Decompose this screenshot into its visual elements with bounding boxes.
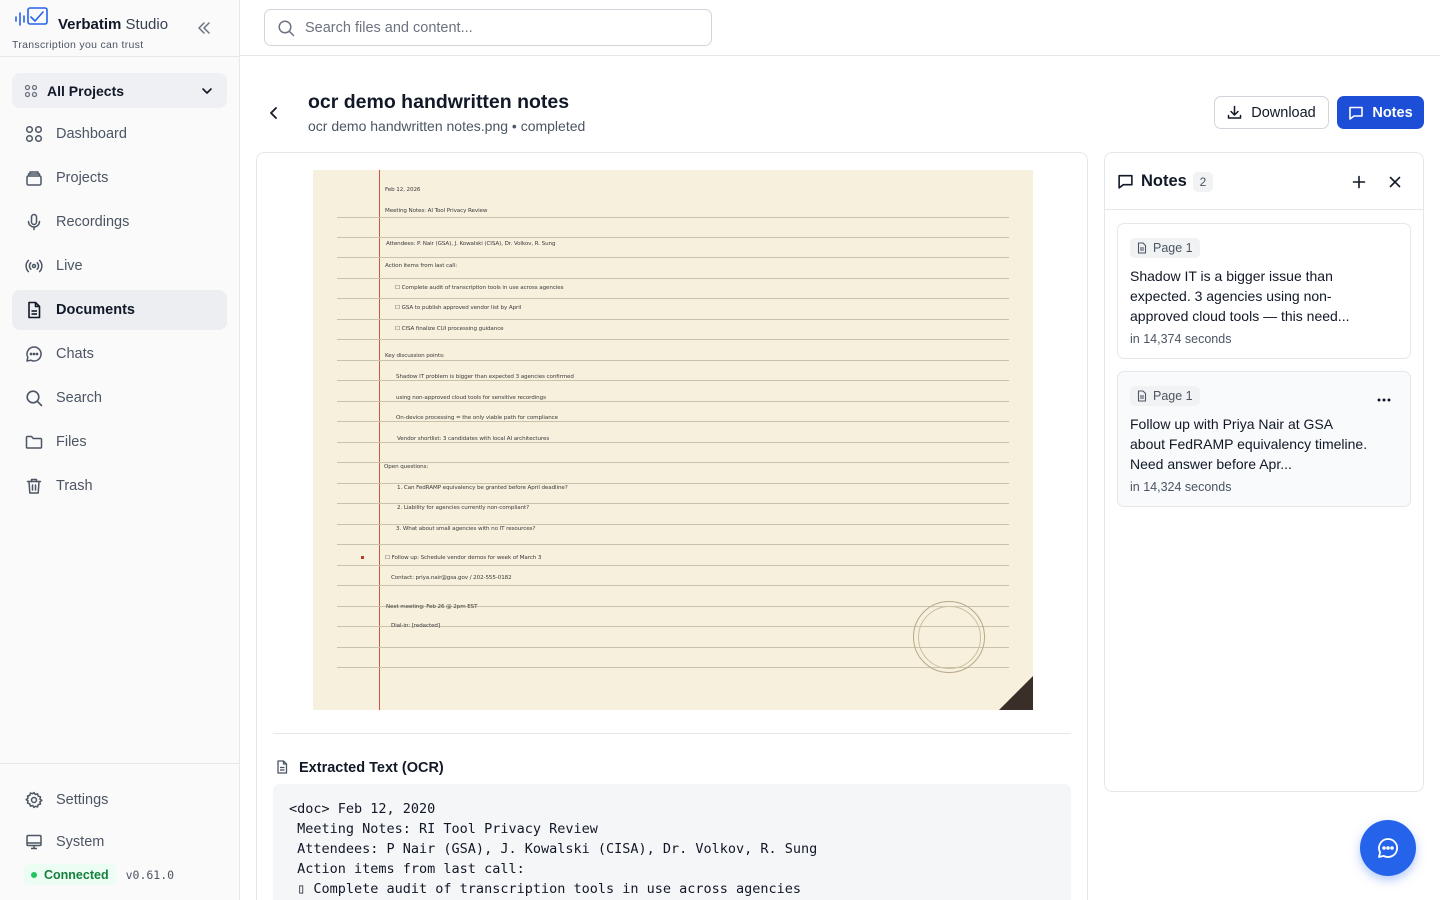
page-badge-label: Page 1	[1153, 389, 1193, 403]
grid-icon	[24, 124, 44, 144]
ruled-line	[337, 647, 1009, 648]
document-icon	[24, 300, 44, 320]
sidebar-item-label: Search	[56, 390, 102, 406]
search-icon	[24, 388, 44, 408]
ruled-line	[337, 217, 1009, 218]
sidebar-item-label: Projects	[56, 170, 109, 186]
sidebar-item-settings[interactable]	[12, 780, 227, 820]
sidebar-item-label: Live	[56, 258, 83, 274]
ruled-line	[337, 565, 1009, 566]
note-card[interactable]	[1117, 223, 1411, 359]
ruled-line	[337, 667, 1009, 668]
handwritten-line: ☐ CISA finalize CUI processing guidance	[395, 326, 504, 332]
sidebar-item-label: Dashboard	[56, 126, 127, 142]
ruled-line	[337, 298, 1009, 299]
note-timestamp: in 14,324 seconds	[1130, 480, 1232, 494]
page-corner-shadow	[999, 676, 1033, 710]
note-text: Shadow IT is a bigger issue than expected. 3 agencies using non-approved cloud tools — this need...	[1130, 268, 1350, 324]
handwritten-line: Feb 12, 2026	[385, 187, 421, 193]
brand-name: Verbatim Studio	[58, 16, 169, 33]
page-badge-label: Page 1	[1153, 241, 1193, 255]
sidebar-item-documents[interactable]	[12, 290, 227, 330]
search-input[interactable]	[305, 20, 699, 36]
microphone-icon	[24, 212, 44, 232]
broadcast-icon	[24, 256, 44, 276]
sidebar-item-trash[interactable]	[12, 466, 227, 506]
handwritten-line: Next meeting: Feb 26 @ 2pm EST	[386, 604, 478, 610]
ocr-section-heading	[275, 760, 444, 776]
comment-icon	[1348, 105, 1364, 121]
notes-panel	[1104, 152, 1424, 792]
ruled-line	[337, 319, 1009, 320]
status-dot-icon	[31, 872, 37, 878]
document-subtitle: ocr demo handwritten notes.png • completed	[308, 118, 586, 134]
close-icon	[1388, 175, 1402, 189]
download-button[interactable]	[1214, 96, 1329, 129]
handwritten-line: Contact: priya.nair@gsa.gov / 202-555-0182	[391, 575, 512, 581]
ruled-line	[337, 442, 1009, 443]
notes-toggle-button[interactable]	[1337, 96, 1424, 129]
ruled-line	[337, 339, 1009, 340]
note-text: Follow up with Priya Nair at GSA about FedRAMP equivalency timeline. Need answer before Apr...	[1130, 416, 1368, 472]
collapse-sidebar-button[interactable]	[190, 14, 218, 42]
note-more-button[interactable]	[1374, 390, 1394, 410]
sidebar-item-files[interactable]	[12, 422, 227, 462]
ocr-line: Attendees: P Nair (GSA), J. Kowalski (CISA), Dr. Volkov, R. Sung	[289, 841, 818, 857]
margin-line	[379, 170, 380, 710]
handwritten-line: 3. What about small agencies with no IT resources?	[396, 526, 536, 532]
sidebar-item-dashboard[interactable]	[12, 114, 227, 154]
notes-toggle-label: Notes	[1372, 104, 1413, 121]
grid-dots-icon	[24, 84, 38, 98]
page-icon	[1136, 242, 1148, 254]
sidebar-item-label: Documents	[56, 302, 135, 318]
ruled-line	[337, 503, 1009, 504]
back-button[interactable]	[262, 101, 286, 125]
notes-count-badge: 2	[1193, 172, 1213, 192]
top-bar	[240, 0, 1440, 56]
ruled-line	[337, 524, 1009, 525]
handwritten-line: Meeting Notes: AI Tool Privacy Review	[385, 208, 488, 214]
monitor-icon	[24, 832, 44, 852]
project-selector[interactable]	[12, 73, 227, 108]
notes-panel-title: Notes	[1141, 172, 1187, 190]
ruled-line	[337, 421, 1009, 422]
sidebar-item-label: Recordings	[56, 214, 130, 230]
trash-icon	[24, 476, 44, 496]
handwritten-line: Key discussion points:	[385, 353, 445, 359]
sidebar-item-projects[interactable]	[12, 158, 227, 198]
more-horizontal-icon	[1376, 398, 1392, 402]
connection-status-row	[24, 864, 174, 885]
bullet-mark	[361, 556, 364, 559]
connection-status-label: Connected	[44, 867, 109, 882]
page-badge	[1130, 386, 1200, 406]
folder-icon	[24, 432, 44, 452]
ocr-line: Meeting Notes: RI Tool Privacy Review	[289, 821, 598, 837]
note-card[interactable]	[1117, 371, 1411, 507]
ruled-line	[337, 360, 1009, 361]
handwritten-line: Open questions:	[384, 464, 429, 470]
ruled-line	[337, 257, 1009, 258]
sidebar-divider	[0, 56, 240, 57]
add-note-button[interactable]	[1349, 172, 1369, 192]
sidebar-item-system[interactable]	[12, 822, 227, 862]
gear-icon	[24, 790, 44, 810]
comment-icon	[1117, 173, 1134, 190]
chat-bubble-icon	[1376, 836, 1400, 860]
sidebar-footer-nav	[12, 780, 227, 864]
ruled-line	[337, 401, 1009, 402]
handwritten-line: ☐ Follow up: Schedule vendor demos for week of March 3	[385, 555, 542, 561]
sidebar	[0, 0, 240, 900]
app-version: v0.61.0	[125, 867, 175, 882]
chevrons-left-icon	[196, 20, 212, 36]
ruled-line	[337, 278, 1009, 279]
ocr-line: Action items from last call:	[289, 861, 525, 877]
coffee-ring-stain	[913, 601, 985, 673]
chat-bubble-icon	[24, 344, 44, 364]
handwritten-line: 2. Liability for agencies currently non-compliant?	[397, 505, 530, 511]
sidebar-nav	[12, 114, 227, 510]
page-icon	[1136, 390, 1148, 402]
project-selector-label: All Projects	[47, 82, 125, 99]
ruled-line	[337, 380, 1009, 381]
sidebar-item-label: System	[56, 834, 105, 850]
handwritten-line: Action items from last call:	[385, 263, 457, 269]
plus-icon	[1352, 175, 1366, 189]
chevron-left-icon	[266, 105, 282, 121]
ruled-line	[337, 544, 1009, 545]
handwritten-line: Attendees: P. Nair (GSA), J. Kowalski (CISA), Dr. Volkov, R. Sung	[386, 241, 556, 247]
sidebar-footer-divider	[0, 763, 240, 764]
sidebar-item-label: Settings	[56, 792, 109, 808]
page-title: ocr demo handwritten notes	[308, 91, 570, 113]
ruled-line	[337, 483, 1009, 484]
sidebar-item-label: Trash	[56, 478, 93, 494]
download-label: Download	[1251, 104, 1316, 121]
sidebar-item-search[interactable]	[12, 378, 227, 418]
sidebar-item-live[interactable]	[12, 246, 227, 286]
sidebar-item-label: Files	[56, 434, 87, 450]
ocr-text-block[interactable]	[273, 784, 1071, 900]
ocr-line: ▯ Complete audit of transcription tools in use across agencies	[289, 881, 802, 897]
handwritten-line: using non-approved cloud tools for sensitive recordings	[396, 395, 546, 401]
handwritten-line: Dial-in: [redacted]	[391, 623, 440, 629]
chat-assistant-button[interactable]	[1360, 820, 1416, 876]
handwritten-line: ☐ GSA to publish approved vendor list by April	[395, 305, 522, 311]
ruled-line	[337, 237, 1009, 238]
handwritten-line: ☐ Complete audit of transcription tools in use across agencies	[395, 285, 564, 291]
ruled-line	[337, 462, 1009, 463]
download-icon	[1227, 105, 1242, 120]
brand-tagline: Transcription you can trust	[12, 39, 144, 51]
connection-status-badge	[24, 864, 116, 885]
ocr-line: <doc> Feb 12, 2020	[289, 801, 436, 817]
scanned-notes-image[interactable]	[313, 170, 1033, 710]
handwritten-line: Shadow IT problem is bigger than expected 3 agencies confirmed	[396, 374, 574, 380]
note-timestamp: in 14,374 seconds	[1130, 332, 1232, 346]
folder-stack-icon	[24, 168, 44, 188]
chevron-down-icon	[199, 83, 215, 99]
search-icon	[277, 19, 295, 37]
notes-panel-header	[1105, 153, 1423, 210]
waveform-check-logo-icon	[14, 6, 50, 32]
document-viewer	[256, 152, 1088, 900]
viewer-divider	[273, 733, 1071, 734]
sidebar-item-recordings[interactable]	[12, 202, 227, 242]
close-notes-button[interactable]	[1385, 172, 1405, 192]
document-text-icon	[275, 760, 291, 776]
handwritten-line: On-device processing = the only viable path for compliance	[396, 415, 558, 421]
sidebar-item-label: Chats	[56, 346, 94, 362]
ocr-heading-label: Extracted Text (OCR)	[299, 760, 444, 776]
handwritten-line: 1. Can FedRAMP equivalency be granted before April deadline?	[397, 485, 568, 491]
handwritten-line: Vendor shortlist: 3 candidates with local AI architectures	[397, 436, 550, 442]
ruled-line	[337, 585, 1009, 586]
page-badge	[1130, 238, 1200, 258]
sidebar-item-chats[interactable]	[12, 334, 227, 374]
global-search[interactable]	[264, 9, 712, 46]
